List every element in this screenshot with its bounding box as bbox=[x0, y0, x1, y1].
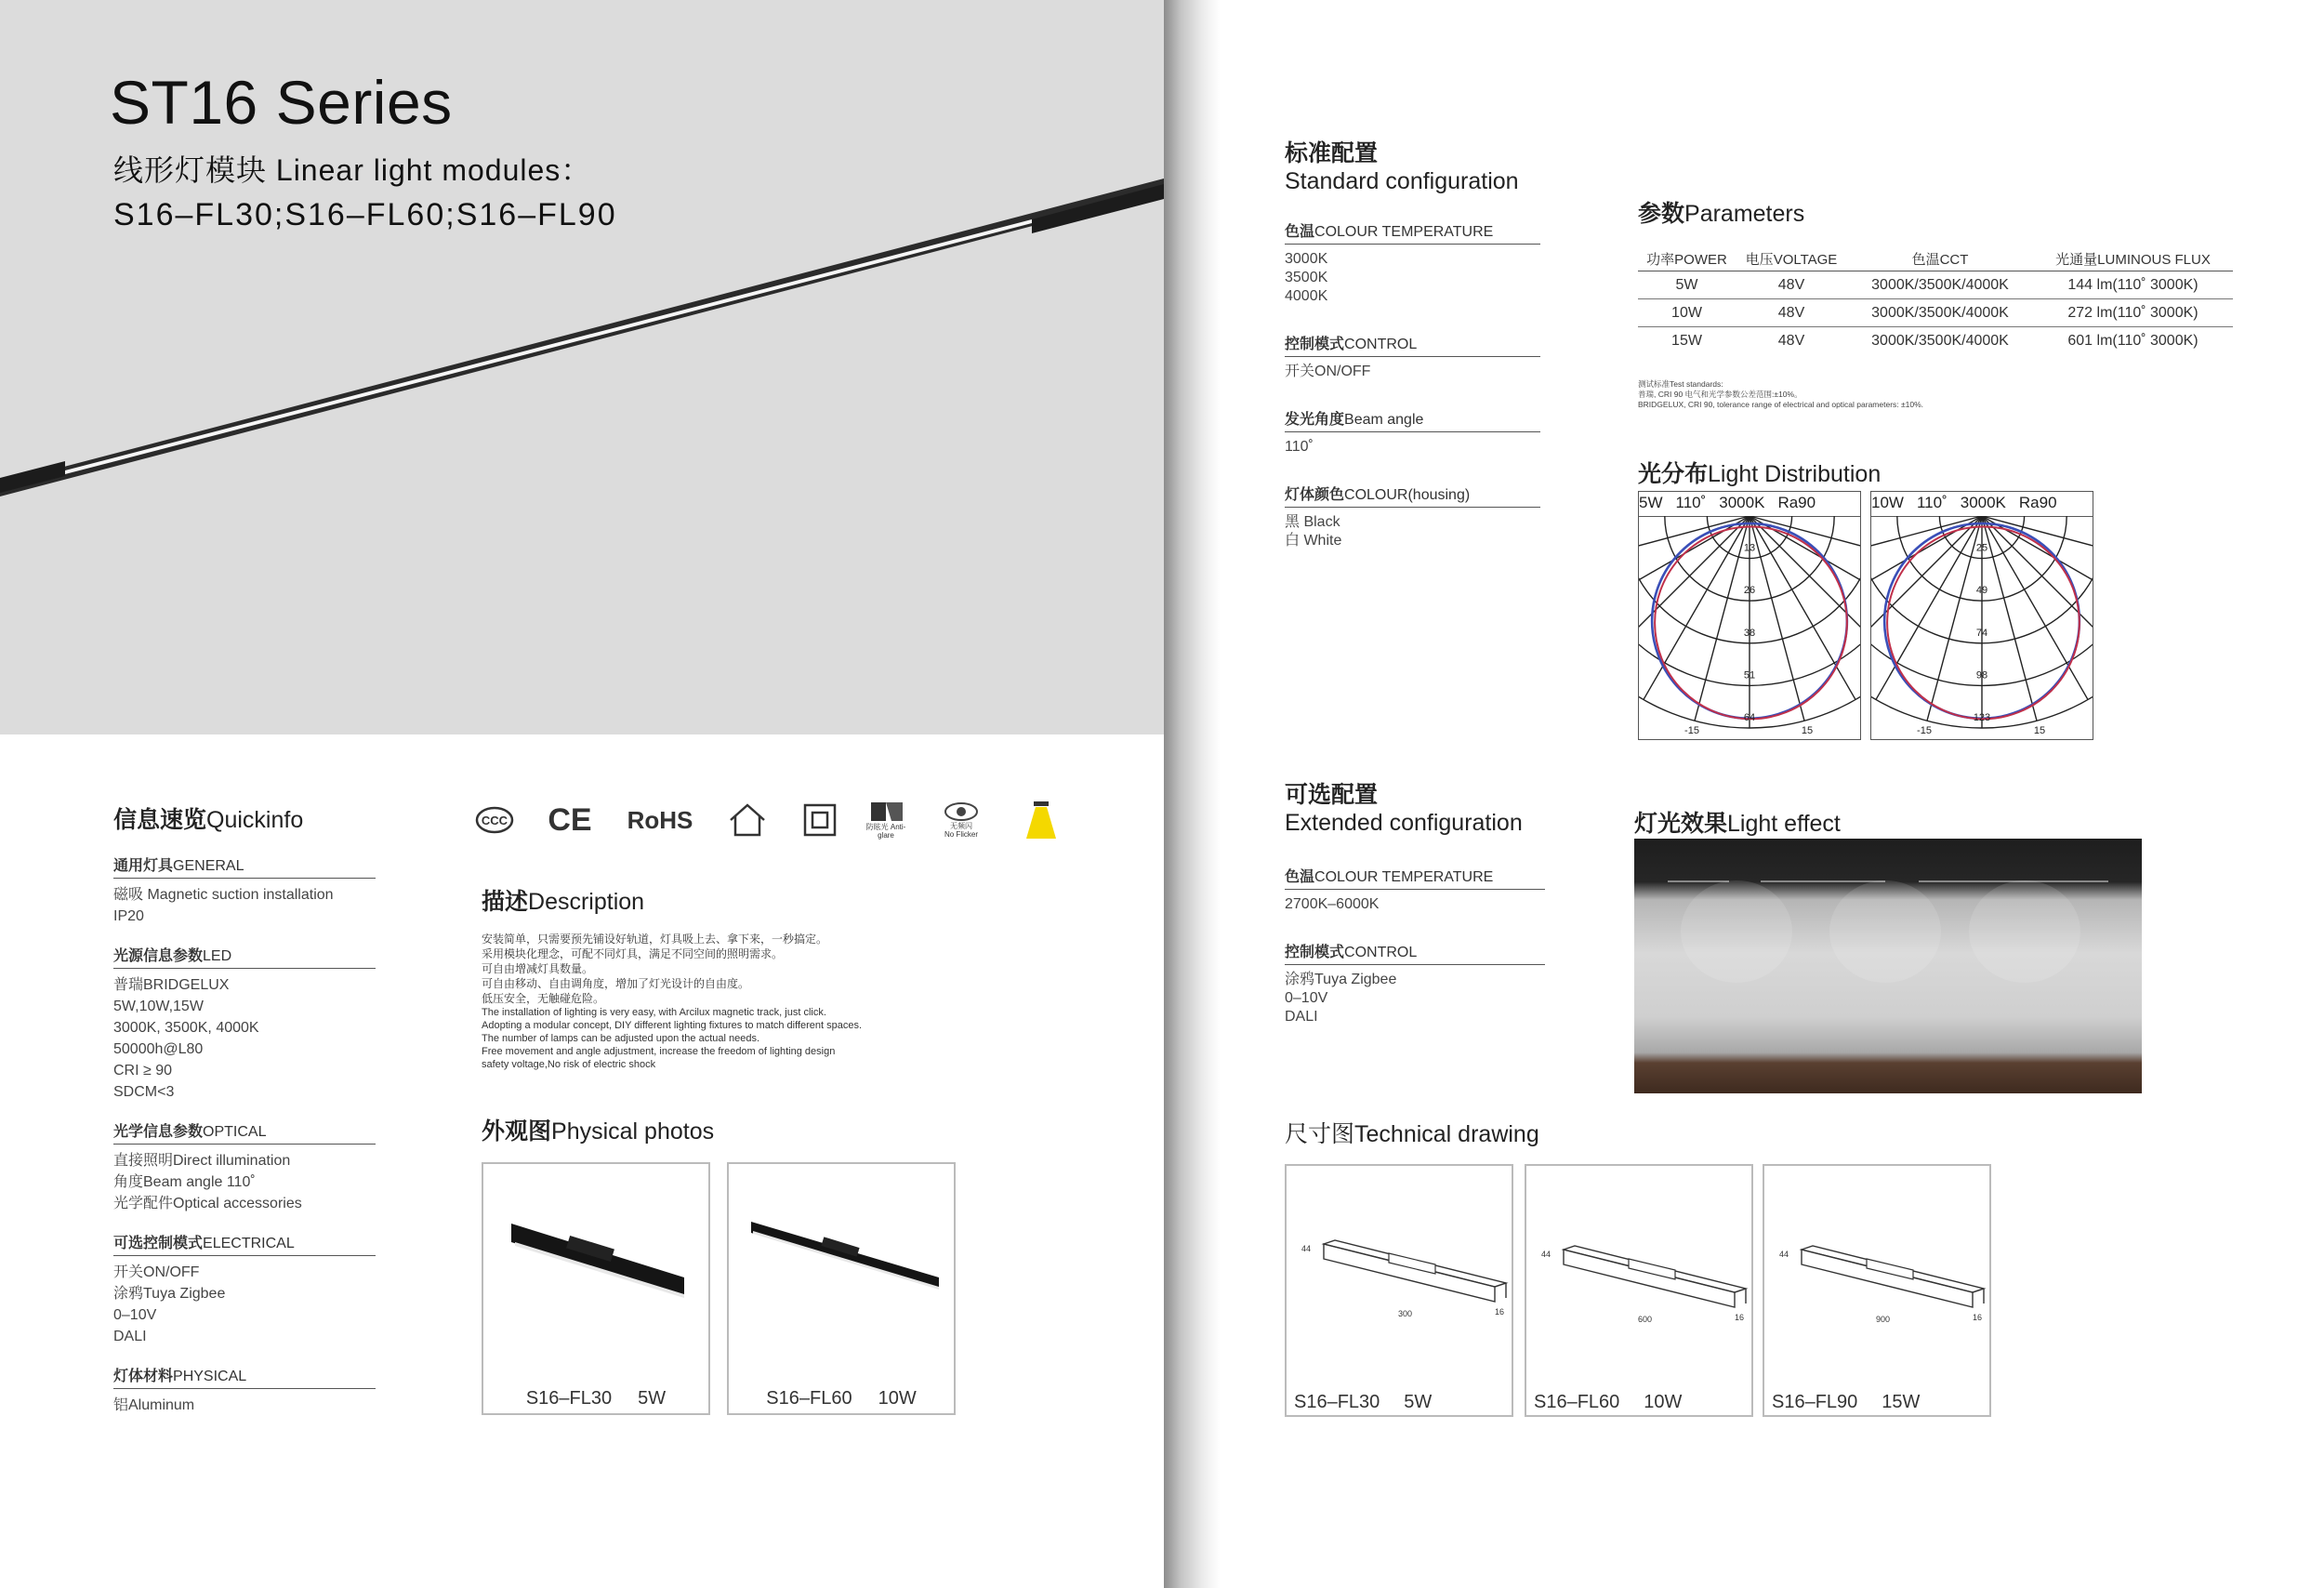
quickinfo-label-en: ELECTRICAL bbox=[203, 1236, 295, 1251]
parameters-column-cn: 光通量 bbox=[2055, 252, 2098, 268]
drawing-caption bbox=[1772, 1392, 1944, 1413]
polar-cct: 3000K bbox=[1719, 494, 1765, 511]
quickinfo-value: 涂鸦Tuya Zigbee bbox=[113, 1286, 226, 1302]
test-note-line: 测试标准Test standards: bbox=[1638, 379, 1723, 389]
polar-grid-spoke bbox=[1695, 516, 1750, 721]
standard-config-value: 白 White bbox=[1285, 533, 1342, 549]
light-effect-photo bbox=[1634, 839, 2142, 1093]
polar-plot bbox=[1639, 516, 1860, 737]
certification-icons bbox=[474, 798, 1069, 842]
drawing-figure bbox=[1526, 1184, 1750, 1370]
standard-config-label-cn: 发光角度 bbox=[1285, 412, 1345, 428]
test-note-line: 普瑞, CRI 90 电气和光学参数公差范围:±10%。 bbox=[1638, 390, 1802, 399]
quickinfo-label bbox=[113, 1364, 376, 1389]
quickinfo-value: 普瑞BRIDGELUX bbox=[113, 977, 230, 993]
extended-config-label-cn: 控制模式 bbox=[1285, 945, 1345, 960]
drawing-power: 5W bbox=[1404, 1392, 1433, 1412]
description-line-cn: 可自由移动、自由调角度，增加了灯光设计的自由度。 bbox=[482, 977, 750, 990]
extended-config-heading bbox=[1285, 781, 1545, 837]
parameters-cell: 5W bbox=[1638, 271, 1736, 299]
drawing-housing bbox=[1802, 1250, 1973, 1307]
drawing-housing bbox=[1324, 1244, 1495, 1302]
standard-config-group bbox=[1285, 407, 1540, 457]
parameters-row bbox=[1638, 299, 2233, 327]
photo-power-fl30: 5W bbox=[638, 1388, 667, 1409]
drawing-card-3 bbox=[1763, 1164, 1991, 1417]
standard-config-label bbox=[1285, 407, 1540, 432]
polar-radial-tick: 38 bbox=[1743, 627, 1756, 639]
extended-config-heading-cn: 可选配置 bbox=[1285, 781, 1379, 808]
standard-config-label bbox=[1285, 483, 1540, 508]
description-en-lines bbox=[482, 1006, 946, 1071]
description-cn-lines bbox=[482, 932, 946, 1006]
quickinfo-heading-cn: 信息速览 bbox=[113, 806, 207, 833]
quickinfo-value: 开关ON/OFF bbox=[113, 1264, 200, 1280]
light-distribution-heading-en: Light Distribution bbox=[1708, 461, 1882, 487]
polar-radial-tick: 123 bbox=[1973, 712, 1991, 723]
polar-angle-tick: 15 bbox=[1801, 725, 1814, 736]
extended-config-label bbox=[1285, 940, 1545, 965]
parameters-section bbox=[1638, 195, 2233, 354]
ce-icon: CE bbox=[548, 801, 592, 838]
drawing-figure bbox=[1287, 1184, 1510, 1370]
anti-glare-cn: 防眩光 bbox=[865, 823, 889, 831]
extended-config-label-cn: 色温 bbox=[1285, 869, 1315, 885]
polar-grid-spoke bbox=[1750, 516, 1855, 699]
parameters-heading-en: Parameters bbox=[1684, 201, 1805, 227]
standard-config-value: 110˚ bbox=[1285, 439, 1314, 455]
parameters-cell: 3000K/3500K/4000K bbox=[1871, 333, 2009, 349]
extended-config-section bbox=[1285, 781, 1545, 1052]
drawing-connector bbox=[1867, 1259, 1913, 1279]
description-heading-en: Description bbox=[528, 889, 645, 915]
parameters-heading-cn: 参数 bbox=[1638, 200, 1685, 227]
polar-radial-tick: 49 bbox=[1975, 585, 1988, 597]
quickinfo-group bbox=[113, 1231, 376, 1347]
standard-config-label bbox=[1285, 219, 1540, 245]
polar-radial-tick: 64 bbox=[1743, 712, 1756, 723]
description-line-cn: 安装简单，只需要预先铺设好轨道，灯具吸上去、拿下来，一秒搞定。 bbox=[482, 933, 828, 946]
parameters-cell: 272 lm(110˚ 3000K) bbox=[2033, 299, 2233, 327]
photo-power-fl60: 10W bbox=[878, 1388, 917, 1409]
no-flicker-en: No Flicker bbox=[944, 830, 978, 839]
anti-glare-en: Anti-glare bbox=[878, 823, 906, 840]
drawing-depth-dim: 16 bbox=[1735, 1313, 1745, 1322]
standard-config-value: 黑 Black bbox=[1285, 514, 1340, 530]
downlight-icon bbox=[1021, 798, 1062, 842]
quickinfo-value: CRI ≥ 90 bbox=[113, 1063, 173, 1079]
parameters-body bbox=[1638, 271, 2233, 355]
parameters-row bbox=[1638, 271, 2233, 299]
drawing-length-dim: 900 bbox=[1876, 1315, 1891, 1324]
quickinfo-value: 角度Beam angle 110˚ bbox=[113, 1174, 256, 1190]
drawing-length-dim: 600 bbox=[1638, 1315, 1653, 1324]
quickinfo-label-cn: 光源信息参数 bbox=[113, 948, 204, 964]
description-heading bbox=[482, 883, 946, 917]
parameters-column-header bbox=[2033, 249, 2233, 271]
quickinfo-groups bbox=[113, 854, 376, 1416]
polar-radial-tick: 26 bbox=[1743, 585, 1756, 597]
drawing-caption bbox=[1534, 1392, 1706, 1413]
physical-photos-heading-cn: 外观图 bbox=[482, 1118, 552, 1145]
parameters-column-cn: 功率 bbox=[1646, 252, 1675, 268]
quickinfo-value: 磁吸 Magnetic suction installation bbox=[113, 887, 334, 903]
quickinfo-label-cn: 可选控制模式 bbox=[113, 1236, 204, 1251]
polar-cri: Ra90 bbox=[1777, 494, 1816, 511]
quickinfo-value: 50000h@L80 bbox=[113, 1041, 204, 1057]
standard-config-label-cn: 控制模式 bbox=[1285, 337, 1345, 352]
quickinfo-value: DALI bbox=[113, 1329, 147, 1344]
drawing-model: S16–FL60 bbox=[1534, 1392, 1620, 1412]
physical-photos-heading bbox=[482, 1113, 714, 1146]
description-line-en: safety voltage,No risk of electric shock bbox=[482, 1059, 656, 1070]
quickinfo-label bbox=[113, 1231, 376, 1256]
standard-config-heading-en: Standard configuration bbox=[1285, 168, 1519, 194]
drawing-model: S16–FL30 bbox=[1294, 1392, 1380, 1412]
extended-config-value: 0–10V bbox=[1285, 990, 1328, 1006]
standard-config-heading-cn: 标准配置 bbox=[1285, 139, 1379, 166]
polar-chart-1 bbox=[1638, 491, 1861, 740]
drawing-edge bbox=[1495, 1283, 1506, 1287]
polar-grid-spoke bbox=[1982, 516, 2088, 699]
extended-config-value: 2700K–6000K bbox=[1285, 896, 1380, 912]
extended-config-value: 涂鸦Tuya Zigbee bbox=[1285, 972, 1397, 987]
extended-config-group bbox=[1285, 940, 1545, 1026]
indoor-use-icon bbox=[725, 798, 770, 842]
standard-config-group bbox=[1285, 483, 1540, 550]
photo-fl60-image bbox=[747, 1201, 943, 1294]
light-effect-heading-cn: 灯光效果 bbox=[1634, 810, 1728, 837]
quickinfo-value: 0–10V bbox=[113, 1307, 157, 1323]
quickinfo-value: 铝Aluminum bbox=[113, 1397, 195, 1413]
quickinfo-label bbox=[113, 944, 376, 969]
extended-config-label bbox=[1285, 865, 1545, 890]
drawing-depth-dim: 16 bbox=[1495, 1307, 1505, 1317]
light-distribution-heading-cn: 光分布 bbox=[1638, 460, 1709, 487]
parameters-cell: 10W bbox=[1638, 299, 1736, 327]
drawing-edge bbox=[1735, 1289, 1746, 1292]
parameters-cell: 3000K/3500K/4000K bbox=[1847, 299, 2033, 327]
no-flicker-cn: 无频闪 bbox=[949, 822, 972, 830]
polar-angle-tick: -15 bbox=[1684, 725, 1699, 736]
parameters-cell: 48V bbox=[1777, 333, 1805, 349]
standard-config-label bbox=[1285, 332, 1540, 357]
quickinfo-group bbox=[113, 1119, 376, 1214]
quickinfo-value: SDCM<3 bbox=[113, 1084, 175, 1100]
drawing-power: 10W bbox=[1644, 1392, 1683, 1412]
standard-config-section bbox=[1285, 139, 1540, 576]
quickinfo-group bbox=[113, 944, 376, 1103]
polar-radial-tick: 25 bbox=[1975, 542, 1988, 554]
technical-drawing-heading-en: Technical drawing bbox=[1354, 1121, 1539, 1147]
standard-config-value: 3500K bbox=[1285, 270, 1328, 285]
quickinfo-value: 5W,10W,15W bbox=[113, 999, 204, 1014]
drawing-figure bbox=[1764, 1184, 1987, 1370]
quickinfo-label-en: OPTICAL bbox=[203, 1124, 267, 1140]
polar-radial-tick: 13 bbox=[1743, 542, 1756, 554]
series-title: ST16 Series bbox=[110, 68, 453, 137]
standard-config-value: 开关ON/OFF bbox=[1285, 364, 1371, 379]
quickinfo-heading-en: Quickinfo bbox=[206, 807, 304, 833]
quickinfo-value: IP20 bbox=[113, 908, 144, 924]
drawing-caption bbox=[1294, 1392, 1456, 1413]
parameters-column-en: VOLTAGE bbox=[1773, 252, 1838, 268]
polar-grid-spoke bbox=[1982, 516, 2037, 721]
standard-config-label-en: Beam angle bbox=[1344, 412, 1424, 428]
no-flicker-icon bbox=[935, 798, 987, 842]
anti-glare-icon bbox=[861, 798, 911, 842]
test-note-line: BRIDGELUX, CRI 90, tolerance range of electrical and optical parameters: ±10%. bbox=[1638, 400, 1924, 409]
standard-config-groups bbox=[1285, 219, 1540, 550]
standard-config-value: 3000K bbox=[1285, 251, 1328, 267]
polar-angle: 110˚ bbox=[1675, 494, 1707, 511]
polar-chart-header bbox=[1639, 494, 1860, 512]
parameters-column-en: POWER bbox=[1674, 252, 1727, 268]
standard-config-group bbox=[1285, 332, 1540, 381]
drawing-housing bbox=[1564, 1250, 1735, 1307]
drawing-depth-dim: 16 bbox=[1973, 1313, 1983, 1322]
standard-config-group bbox=[1285, 219, 1540, 306]
light-effect-heading bbox=[1634, 805, 1841, 839]
parameters-column-cn: 电压 bbox=[1745, 252, 1774, 268]
quickinfo-label-cn: 通用灯具 bbox=[113, 858, 174, 874]
parameters-cell: 144 lm(110˚ 3000K) bbox=[2033, 271, 2233, 299]
extended-config-group bbox=[1285, 865, 1545, 914]
quickinfo-group bbox=[113, 854, 376, 927]
polar-angle-tick: -15 bbox=[1917, 725, 1932, 736]
quickinfo-label-en: LED bbox=[203, 948, 232, 964]
photo-caption-fl30 bbox=[483, 1388, 708, 1409]
polar-power: 5W bbox=[1639, 494, 1663, 511]
parameters-cell: 48V bbox=[1736, 299, 1847, 327]
polar-radial-tick: 74 bbox=[1975, 627, 1988, 639]
photo-model-fl30: S16–FL30 bbox=[525, 1388, 613, 1409]
drawing-height-dim: 44 bbox=[1779, 1250, 1789, 1259]
polar-angle-tick: 15 bbox=[2033, 725, 2046, 736]
parameters-header-row bbox=[1638, 249, 2233, 271]
parameters-cell: 48V bbox=[1736, 271, 1847, 299]
standard-config-label-cn: 灯体颜色 bbox=[1285, 487, 1345, 503]
physical-photos-heading-en: Physical photos bbox=[551, 1118, 715, 1145]
drawing-power: 15W bbox=[1882, 1392, 1921, 1412]
photo-card-fl60 bbox=[727, 1162, 956, 1415]
hero-banner bbox=[0, 0, 1164, 734]
extended-config-groups bbox=[1285, 865, 1545, 1026]
drawing-card-1 bbox=[1285, 1164, 1513, 1417]
drawing-model: S16–FL90 bbox=[1772, 1392, 1858, 1412]
class-ii-icon bbox=[801, 798, 838, 842]
parameters-table bbox=[1638, 249, 2233, 354]
polar-radial-tick: 98 bbox=[1975, 669, 1988, 682]
polar-radial-tick: 51 bbox=[1743, 669, 1756, 682]
parameters-row bbox=[1638, 327, 2233, 355]
parameters-column-cn: 色温 bbox=[1911, 252, 1940, 268]
quickinfo-label-cn: 光学信息参数 bbox=[113, 1124, 204, 1140]
polar-chart-header bbox=[1871, 494, 2093, 512]
description-line-en: Adopting a modular concept, DIY different lighting fixtures to match different spaces. bbox=[482, 1020, 863, 1031]
parameters-heading bbox=[1638, 195, 2233, 229]
svg-text:CCC: CCC bbox=[481, 814, 508, 827]
quickinfo-label bbox=[113, 854, 376, 879]
series-subtitle: 线形灯模块 Linear light modules： bbox=[113, 153, 592, 187]
parameters-column-header bbox=[1847, 249, 2033, 271]
parameters-cell: 3000K/3500K/4000K bbox=[1847, 271, 2033, 299]
parameters-column-en: LUMINOUS FLUX bbox=[2097, 252, 2211, 268]
polar-plot bbox=[1871, 516, 2093, 737]
standard-config-label-cn: 色温 bbox=[1285, 224, 1315, 240]
polar-angle: 110˚ bbox=[1916, 494, 1948, 511]
quickinfo-value: 3000K, 3500K, 4000K bbox=[113, 1020, 259, 1036]
drawing-card-2 bbox=[1525, 1164, 1753, 1417]
quickinfo-value: 光学配件Optical accessories bbox=[113, 1196, 302, 1211]
description-line-cn: 采用模块化理念，可配不同灯具，满足不同空间的照明需求。 bbox=[482, 947, 784, 960]
standard-config-heading bbox=[1285, 139, 1540, 195]
drawing-connector bbox=[1389, 1253, 1435, 1274]
light-effect-heading-en: Light effect bbox=[1727, 811, 1841, 837]
standard-config-value: 4000K bbox=[1285, 288, 1328, 304]
quickinfo-label-cn: 灯体材料 bbox=[113, 1369, 174, 1384]
description-line-en: The number of lamps can be adjusted upon the actual needs. bbox=[482, 1033, 760, 1044]
rohs-icon: RoHS bbox=[627, 805, 693, 834]
polar-cct: 3000K bbox=[1960, 494, 2006, 511]
polar-power: 10W bbox=[1871, 494, 1904, 511]
extended-config-heading-en: Extended configuration bbox=[1285, 810, 1523, 836]
photo-card-fl30 bbox=[482, 1162, 710, 1415]
technical-drawing-heading bbox=[1285, 1116, 1539, 1149]
photo-caption-fl60 bbox=[729, 1388, 954, 1409]
drawing-edge bbox=[1973, 1289, 1984, 1292]
drawing-height-dim: 44 bbox=[1301, 1244, 1312, 1253]
quickinfo-label-en: PHYSICAL bbox=[173, 1369, 247, 1384]
description-heading-cn: 描述 bbox=[482, 888, 529, 915]
extended-config-label-en: COLOUR TEMPERATURE bbox=[1314, 869, 1494, 885]
quickinfo-value: 直接照明Direct illumination bbox=[113, 1153, 291, 1169]
quickinfo-group bbox=[113, 1364, 376, 1416]
drawing-connector bbox=[1629, 1259, 1675, 1279]
polar-chart-2 bbox=[1870, 491, 2093, 740]
description-line-en: Free movement and angle adjustment, increase the freedom of lighting design bbox=[482, 1046, 836, 1057]
quickinfo-label bbox=[113, 1119, 376, 1145]
parameters-cell: 601 lm(110˚ 3000K) bbox=[2067, 333, 2199, 349]
polar-grid-spoke bbox=[1750, 516, 1804, 721]
polar-cri: Ra90 bbox=[2018, 494, 2057, 511]
parameters-column-header bbox=[1736, 249, 1847, 271]
photo-fl30-image bbox=[502, 1201, 688, 1313]
parameters-column-header bbox=[1638, 249, 1736, 271]
quickinfo-heading bbox=[113, 801, 376, 835]
polar-grid-spoke bbox=[1927, 516, 1982, 721]
parameters-cell: 15W bbox=[1671, 333, 1702, 349]
drawing-height-dim: 44 bbox=[1541, 1250, 1552, 1259]
book-fold-shadow bbox=[1164, 0, 1220, 1588]
quickinfo-section bbox=[113, 801, 376, 1433]
standard-config-label-en: COLOUR TEMPERATURE bbox=[1314, 224, 1494, 240]
photo-model-fl60: S16–FL60 bbox=[766, 1388, 852, 1409]
extended-config-value: DALI bbox=[1285, 1009, 1318, 1025]
description-line-cn: 低压安全，无触碰危险。 bbox=[482, 992, 605, 1005]
quickinfo-label-en: GENERAL bbox=[173, 858, 244, 874]
technical-drawing-heading-cn: 尺寸图 bbox=[1285, 1121, 1355, 1147]
ccc-icon bbox=[474, 798, 515, 842]
description-section bbox=[482, 883, 946, 1071]
standard-config-label-en: CONTROL bbox=[1344, 337, 1418, 352]
series-models: S16–FL30;S16–FL60;S16–FL90 bbox=[113, 197, 617, 232]
light-distribution-heading bbox=[1638, 456, 1881, 489]
standard-config-label-en: COLOUR(housing) bbox=[1344, 487, 1471, 503]
description-line-en: The installation of lighting is very easy, with Arcilux magnetic track, just click. bbox=[482, 1007, 826, 1018]
description-line-cn: 可自由增减灯具数量。 bbox=[482, 962, 594, 975]
parameters-column-en: CCT bbox=[1939, 252, 1969, 268]
test-standards-notes bbox=[1638, 379, 2121, 410]
drawing-length-dim: 300 bbox=[1398, 1309, 1413, 1318]
extended-config-label-en: CONTROL bbox=[1344, 945, 1418, 960]
